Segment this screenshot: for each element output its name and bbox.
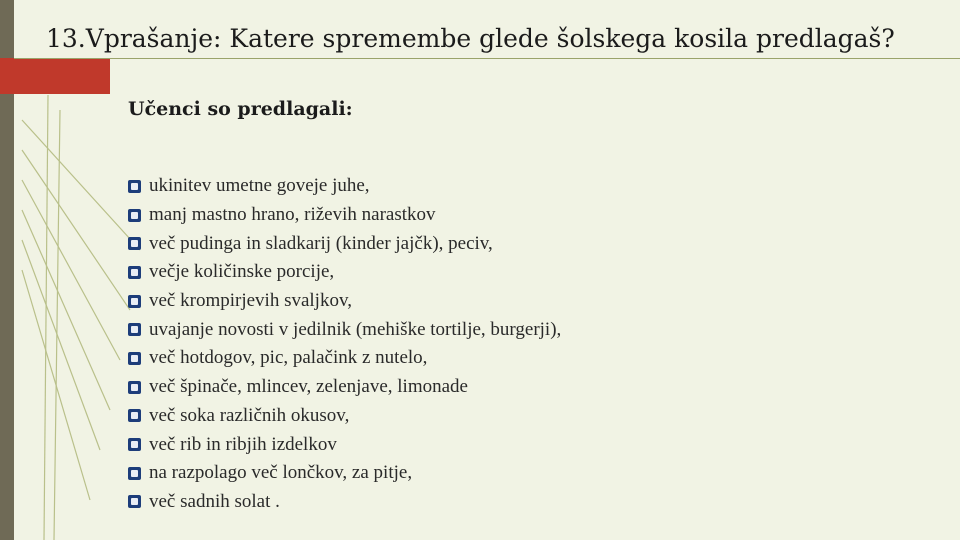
checkbox-square-icon <box>128 381 141 394</box>
list-item-text: uvajanje novosti v jedilnik (mehiške tortilje, burgerji), <box>149 318 562 340</box>
list-item <box>128 258 908 287</box>
list-item-text: več špinače, mlincev, zelenjave, limonade <box>149 376 468 398</box>
list-item <box>128 315 908 344</box>
checkbox-square-icon <box>128 467 141 480</box>
slide-title: 13.Vprašanje: Katere spremembe glede šolskega kosila predlagaš? <box>46 24 895 53</box>
list-item <box>128 287 908 316</box>
list-item <box>128 172 908 201</box>
list-item <box>128 201 908 230</box>
list-item-text: manj mastno hrano, riževih narastkov <box>149 204 436 226</box>
checkbox-square-icon <box>128 438 141 451</box>
checkbox-square-icon <box>128 295 141 308</box>
list-item-text: več pudinga in sladkarij (kinder jajčk), peciv, <box>149 232 493 254</box>
checkbox-square-icon <box>128 495 141 508</box>
checkbox-square-icon <box>128 266 141 279</box>
list-item-text: več sadnih solat . <box>149 490 280 512</box>
list-item-text: več krompirjevih svaljkov, <box>149 290 352 312</box>
list-item-text: več hotdogov, pic, palačink z nutelo, <box>149 347 428 369</box>
suggestion-list <box>128 172 908 516</box>
checkbox-square-icon <box>128 237 141 250</box>
list-item <box>128 430 908 459</box>
checkbox-square-icon <box>128 409 141 422</box>
list-item <box>128 229 908 258</box>
list-item-text: večje količinske porcije, <box>149 261 335 283</box>
list-item <box>128 459 908 488</box>
list-item-text: več rib in ribjih izdelkov <box>149 433 337 455</box>
checkbox-square-icon <box>128 323 141 336</box>
list-item-text: ukinitev umetne goveje juhe, <box>149 175 370 197</box>
slide-subtitle: Učenci so predlagali: <box>128 98 353 120</box>
checkbox-square-icon <box>128 352 141 365</box>
list-item-text: na razpolago več lončkov, za pitje, <box>149 462 413 484</box>
list-item <box>128 402 908 431</box>
checkbox-square-icon <box>128 209 141 222</box>
checkbox-square-icon <box>128 180 141 193</box>
list-item-text: več soka različnih okusov, <box>149 404 350 426</box>
list-item <box>128 488 908 517</box>
list-item <box>128 344 908 373</box>
list-item <box>128 373 908 402</box>
